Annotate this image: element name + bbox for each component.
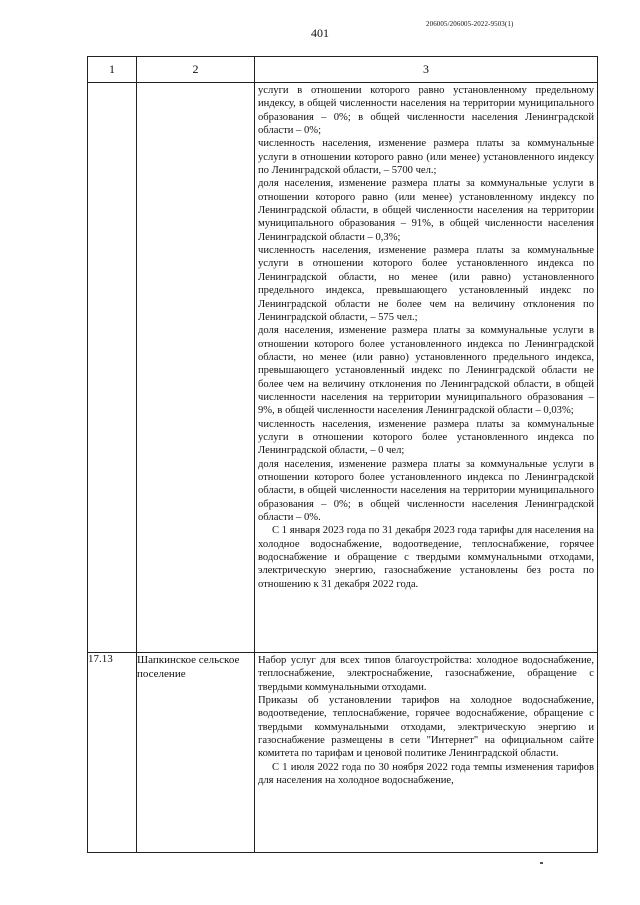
- table-row-shapkinskoe: [88, 653, 598, 853]
- paragraph: доля населения, изменение размера платы за коммунальные услуги в отношении которого более установленного индекса по Ленинградской области, в общей численности населения на территории муниципального образования – 0%; в общей численности населения Ленинградской области – 0%.: [258, 458, 594, 523]
- row-description: [255, 653, 598, 853]
- paragraph: Приказы об установлении тарифов на холодное водоснабжение, водоотведение, теплоснабжение, горячее водоснабжение, обращение с твердыми коммунальными отходами, электрическую энергию и газоснабжение размещены в сети "Интернет" на официальном сайте комитета по тарифам и ценовой политике Ленинградской области.: [258, 695, 594, 760]
- description-text: [255, 653, 597, 787]
- paragraph: С 1 января 2023 года по 31 декабря 2023 года тарифы для населения на холодное водоснабжение, водоотведение, теплоснабжение, горячее водоснабжение и обращение с твердыми коммунальными отходами, электрическую энергию, газоснабжение установлены без роста по отношению к 31 декабря 2022 года.: [258, 525, 594, 590]
- settlement-name: [137, 83, 255, 653]
- header-col-2: 2: [137, 57, 255, 83]
- header-col-1: 1: [88, 57, 137, 83]
- tariff-table: [87, 56, 598, 853]
- paragraph: численность населения, изменение размера платы за коммунальные услуги в отношении которого более установленного индекса по Ленинградской области, – 0 чел;: [258, 418, 594, 457]
- page-number: 401: [311, 26, 329, 40]
- paragraph: доля населения, изменение размера платы за коммунальные услуги в отношении которого равно (или менее) установленному индексу по Ленинградской области, в общей численности населения на территории муниципального образования – 91%, в общей численности населения Ленинградской области – 0,3%;: [258, 178, 594, 243]
- paragraph: численность населения, изменение размера платы за коммунальные услуги в отношении которого более установленного индекса по Ленинградской области, но менее (или равно) установленного предельного индекса, превышающего установленный индекс по Ленинградской области не более чем на величину отклонения по Ленинградской области, – 575 чел.;: [258, 245, 594, 323]
- table-header-row: [88, 57, 598, 83]
- paragraph: Набор услуг для всех типов благоустройства: холодное водоснабжение, теплоснабжение, электроснабжение, газоснабжение, обращение с твердыми коммунальными отходами.: [258, 655, 594, 693]
- paragraph: численность населения, изменение размера платы за коммунальные услуги в отношении которого равно (или менее) установленного индексу по Ленинградской области, – 5700 чел.;: [258, 138, 594, 177]
- description-text: [255, 83, 597, 591]
- table-row-continuation: [88, 83, 598, 653]
- settlement-name: Шапкинское сельское поселение: [137, 653, 255, 853]
- paragraph: С 1 июля 2022 года по 30 ноября 2022 года темпы изменения тарифов для населения на холодное водоснабжение,: [258, 761, 594, 787]
- paragraph: услуги в отношении которого равно установленному предельному индексу, в общей численности населения на территории муниципального образования – 0%; в общей численности населения Ленинградской области – 0%;: [258, 85, 594, 137]
- row-number: 17.13: [88, 653, 137, 853]
- document-reference: 206005/206005-2022-9503(1): [426, 20, 514, 28]
- scan-mark: [540, 862, 543, 864]
- row-number: [88, 83, 137, 653]
- paragraph: доля населения, изменение размера платы за коммунальные услуги в отношении которого более установленного индекса по Ленинградской области, но менее (или равно) установленного предельного индекса, превышающего установленный индекс по Ленинградской области не более чем на величину отклонения по Ленинградской области, в общей численности населения на территории муниципального образования – 9%, в общей численности населения Ленинградской области – 0,03%;: [258, 325, 594, 417]
- header-col-3: 3: [255, 57, 598, 83]
- row-description: [255, 83, 598, 653]
